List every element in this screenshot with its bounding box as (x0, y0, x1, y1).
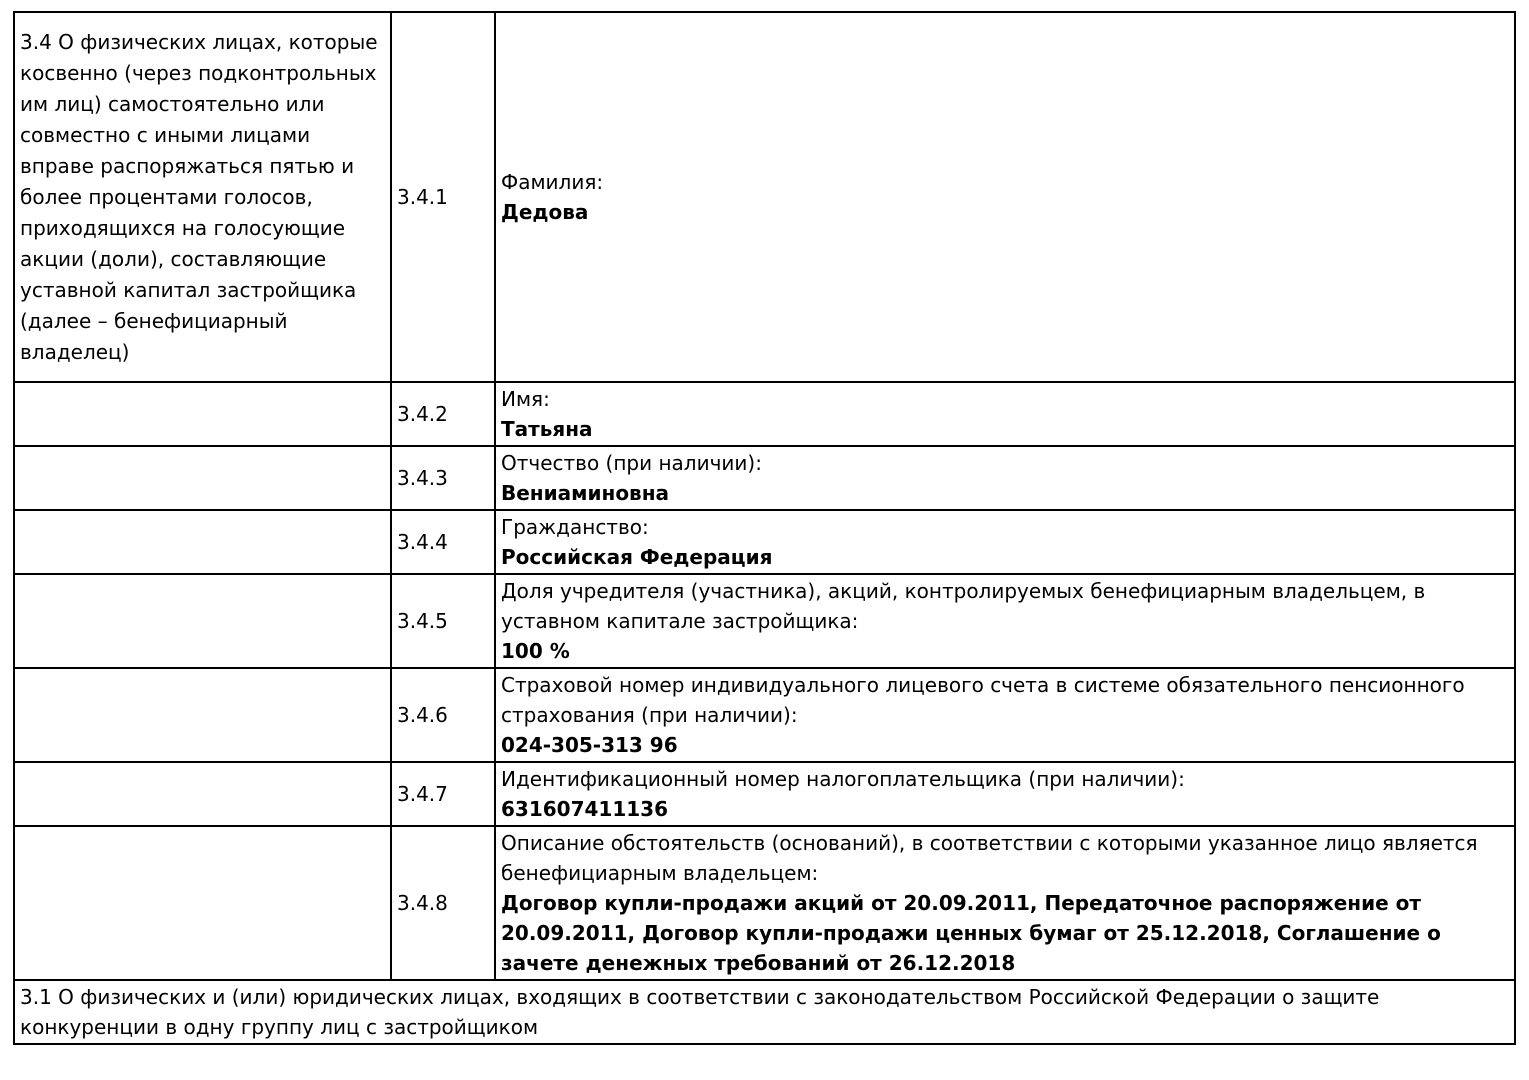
field-value: Договор купли-продажи акций от 20.09.2011, Передаточное распоряжение от 20.09.2011, Договор купли-продажи ценных бумаг от 25.12.2018, Соглашение о зачете денежных требований от 26.12.2018 (501, 891, 1441, 975)
field-label: Отчество (при наличии): (501, 451, 762, 475)
empty-cell (14, 826, 391, 980)
empty-cell (14, 574, 391, 668)
field-cell (495, 12, 1515, 382)
table-row (14, 826, 1515, 980)
table-row (14, 446, 1515, 510)
row-number: 3.4.8 (391, 826, 495, 980)
table-row (14, 382, 1515, 446)
field-label: Идентификационный номер налогоплательщика (при наличии): (501, 767, 1185, 791)
field-value: Вениаминовна (501, 481, 670, 505)
table-row (14, 762, 1515, 826)
field-label: Доля учредителя (участника), акций, контролируемых бенефициарным владельцем, в уставном капитале застройщика: (501, 579, 1426, 633)
field-value: Российская Федерация (501, 545, 773, 569)
field-cell (495, 510, 1515, 574)
disclosure-table (13, 11, 1516, 1045)
field-cell (495, 574, 1515, 668)
field-label: Описание обстоятельств (оснований), в соответствии с которыми указанное лицо является бенефициарным владельцем: (501, 831, 1478, 885)
row-number: 3.4.1 (391, 12, 495, 382)
table-row (14, 12, 1515, 382)
field-label: Имя: (501, 387, 550, 411)
field-value: 631607411136 (501, 797, 668, 821)
section-3-1-heading: 3.1 О физических и (или) юридических лицах, входящих в соответствии с законодательством Российской Федерации о защите конкуренции в одну группу лиц с застройщиком (14, 980, 1515, 1044)
empty-cell (14, 668, 391, 762)
row-number: 3.4.7 (391, 762, 495, 826)
field-cell (495, 382, 1515, 446)
row-number: 3.4.3 (391, 446, 495, 510)
row-number: 3.4.5 (391, 574, 495, 668)
empty-cell (14, 382, 391, 446)
field-cell (495, 826, 1515, 980)
field-value: 100 % (501, 639, 570, 663)
field-value: Дедова (501, 200, 589, 224)
field-cell (495, 446, 1515, 510)
field-label: Гражданство: (501, 515, 649, 539)
section-3-4-heading: 3.4 О физических лицах, которые косвенно (через подконтрольных им лиц) самостоятельно или совместно с иными лицами вправе распоряжаться пятью и более процентами голосов, приходящихся на голосующие акции (доли), составляющие уставной капитал застройщика (далее – бенефициарный владелец) (14, 12, 391, 382)
table-row (14, 668, 1515, 762)
table-row (14, 574, 1515, 668)
table-row (14, 510, 1515, 574)
field-cell (495, 668, 1515, 762)
empty-cell (14, 446, 391, 510)
field-value: 024-305-313 96 (501, 733, 678, 757)
field-label: Страховой номер индивидуального лицевого счета в системе обязательного пенсионного страхования (при наличии): (501, 673, 1465, 727)
empty-cell (14, 510, 391, 574)
row-number: 3.4.6 (391, 668, 495, 762)
field-value: Татьяна (501, 417, 593, 441)
field-cell (495, 762, 1515, 826)
table-row (14, 980, 1515, 1044)
field-label: Фамилия: (501, 170, 604, 194)
empty-cell (14, 762, 391, 826)
row-number: 3.4.2 (391, 382, 495, 446)
row-number: 3.4.4 (391, 510, 495, 574)
